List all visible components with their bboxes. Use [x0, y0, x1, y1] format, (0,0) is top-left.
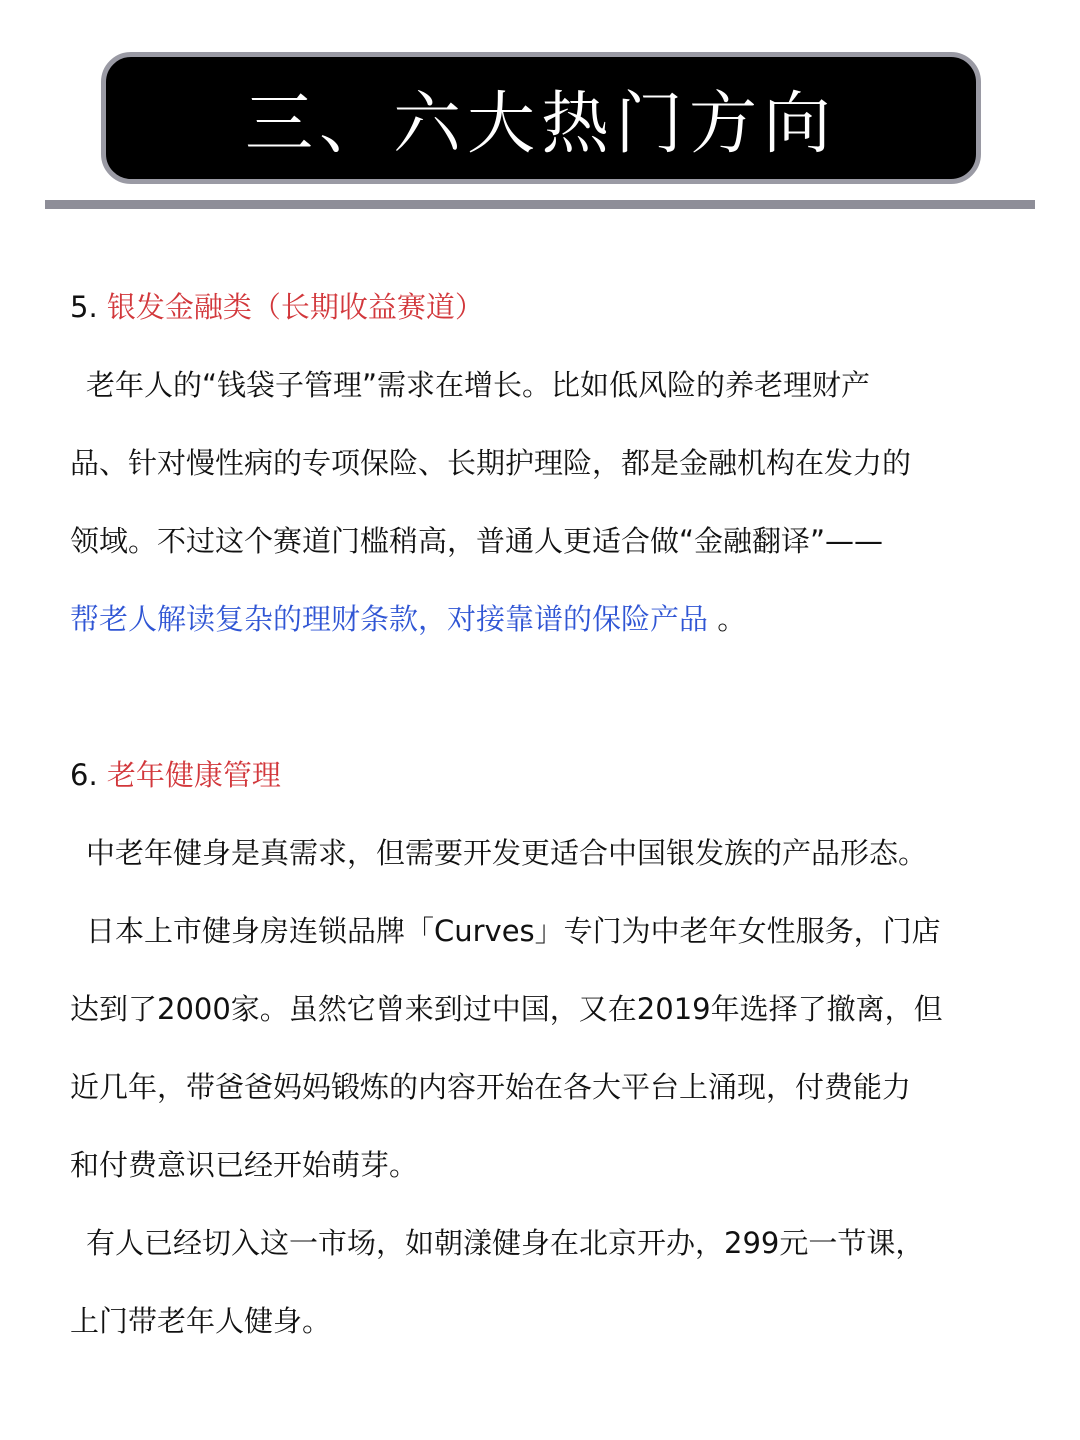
section-5-highlight: 帮老人解读复杂的理财条款，对接靠谱的保险产品 [70, 602, 709, 636]
section-5-heading [70, 268, 1020, 346]
section-5-line-3: 领域。不过这个赛道门槛稍高，普通人更适合做“金融翻译”—— [70, 524, 884, 558]
section-6-title: 老年健康管理 [106, 758, 281, 792]
section-6-line-2: 日本上市健身房连锁品牌「Curves」专门为中老年女性服务，门店 [86, 914, 941, 948]
section-5-number: 5. [70, 290, 98, 324]
section-6-heading [70, 736, 1020, 814]
article-body [70, 268, 1020, 1360]
section-5-line-4 [70, 580, 1020, 658]
section-6-line-7: 上门带老年人健身。 [70, 1304, 332, 1338]
section-5-line-2: 品、针对慢性病的专项保险、长期护理险，都是金融机构在发力的 [70, 446, 912, 480]
section-spacer [70, 658, 1020, 736]
page-title: 三、六大热门方向 [244, 84, 837, 164]
section-5-end-mark: 。 [708, 602, 747, 636]
section-6-line-3: 达到了2000家。虽然它曾来到过中国，又在2019年选择了撤离，但 [70, 992, 943, 1026]
section-5-title: 银发金融类（长期收益赛道） [106, 290, 484, 324]
section-5-line-1: 老年人的“钱袋子管理”需求在增长。比如低风险的养老理财产 [86, 368, 871, 402]
section-6-number: 6. [70, 758, 98, 792]
section-6-line-4: 近几年，带爸爸妈妈锻炼的内容开始在各大平台上涌现，付费能力 [70, 1070, 912, 1104]
section-6-line-6: 有人已经切入这一市场，如朝漾健身在北京开办，299元一节课， [86, 1226, 925, 1260]
title-divider [45, 200, 1035, 209]
title-banner [101, 52, 981, 184]
section-6-line-5: 和付费意识已经开始萌芽。 [70, 1148, 419, 1182]
section-6-line-1: 中老年健身是真需求，但需要开发更适合中国银发族的产品形态。 [86, 836, 928, 870]
